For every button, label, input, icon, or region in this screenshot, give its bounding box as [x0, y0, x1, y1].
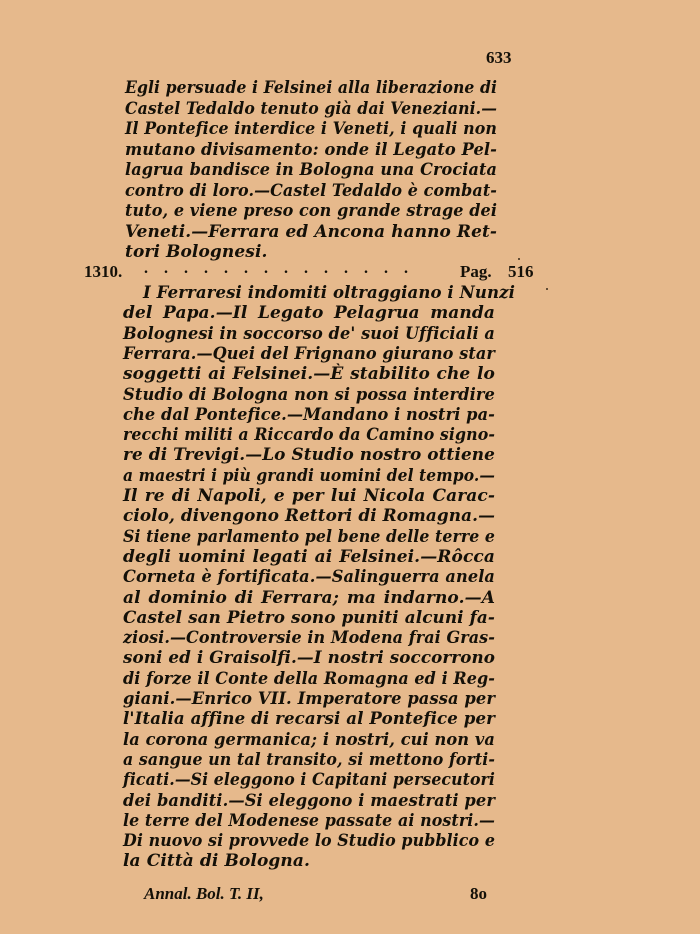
paper-speck: [518, 258, 520, 260]
text-line: dei banditi.—Si eleggono i maestrati per: [123, 790, 495, 811]
text-line: tuto, e viene preso con grande strage dei: [125, 201, 497, 221]
text-line: tori Bolognesi.: [125, 242, 268, 262]
text-line: ficati.—Si eleggono i Capitani persecutori: [123, 770, 495, 791]
text-line: Studio di Bologna non si possa interdire: [123, 384, 495, 405]
text-line: soggetti ai Felsinei.—È stabilito che lo: [123, 364, 495, 385]
text-line: a sangue un tal transito, si mettono forti-: [123, 749, 495, 770]
text-line: ziosi.—Controversie in Modena frai Gras-: [123, 628, 495, 649]
text-line: di forze il Conte della Romagna ed i Reg-: [123, 668, 495, 689]
text-line: al dominio di Ferrara; ma indarno.—A: [123, 587, 495, 608]
entry-heading: [84, 262, 544, 284]
text-line: soni ed i Graisolfi.—I nostri soccorrono: [123, 648, 495, 669]
entry-leader-dots: . . . . . . . . . . . . . .: [144, 260, 414, 277]
text-line: Bolognesi in soccorso de' suoi Ufficiali a: [123, 323, 495, 344]
text-line: le terre del Modenese passate ai nostri.—: [123, 810, 495, 831]
text-line: Castel san Pietro sono puniti alcuni fa-: [123, 607, 495, 628]
text-line: re di Trevigi.—Lo Studio nostro ottiene: [123, 445, 495, 466]
footer-signature-mark: 8o: [470, 884, 487, 903]
text-line: l'Italia affine di recarsi al Pontefice per: [123, 709, 495, 730]
text-line: Ferrara.—Quei del Frignano giurano star: [123, 343, 495, 364]
page-number: 633: [486, 48, 512, 67]
text-line: la corona germanica; i nostri, cui non va: [123, 729, 495, 750]
footer-reference: Annal. Bol. T. II,: [144, 884, 264, 903]
text-line: Corneta è fortificata.—Salinguerra anela: [123, 567, 495, 588]
text-line: mutano divisamento: onde il Legato Pel-: [125, 139, 497, 160]
text-line: Egli persuade i Felsinei alla liberazione di: [125, 78, 497, 98]
text-line: del Papa.—Il Legato Pelagrua manda: [123, 303, 495, 324]
text-line: che dal Pontefice.—Mandano i nostri pa-: [123, 404, 495, 425]
paper-speck: [546, 288, 548, 290]
text-line: recchi militi a Riccardo da Camino signo-: [123, 425, 495, 446]
text-line: Castel Tedaldo tenuto già dai Veneziani.—: [125, 98, 497, 119]
text-line: ciolo, divengono Rettori di Romagna.—: [123, 506, 495, 527]
entry-year: 1310.: [84, 262, 123, 281]
text-line: Si tiene parlamento pel bene delle terre e: [123, 526, 495, 547]
text-line: giani.—Enrico VII. Imperatore passa per: [123, 689, 495, 709]
text-line: Di nuovo si provvede lo Studio pubblico e: [123, 831, 495, 852]
text-line: lagrua bandisce in Bologna una Crociata: [125, 160, 497, 180]
text-line: a maestri i più grandi uomini del tempo.—: [123, 465, 495, 486]
text-line: la Città di Bologna.: [123, 851, 310, 872]
text-line: I Ferraresi indomiti oltraggiano i Nunzi: [143, 283, 515, 303]
entry-page-reference: 516: [508, 262, 534, 281]
text-line: Il re di Napoli, e per lui Nicola Carac-: [123, 486, 495, 506]
text-line: Veneti.—Ferrara ed Ancona hanno Ret-: [125, 221, 497, 242]
text-line: contro di loro.—Castel Tedaldo è combat-: [125, 180, 497, 201]
text-line: Il Pontefice interdice i Veneti, i quali non: [125, 119, 497, 139]
entry-pag-label: Pag.: [460, 262, 492, 281]
text-line: degli uomini legati ai Felsinei.—Rôcca: [123, 546, 495, 567]
